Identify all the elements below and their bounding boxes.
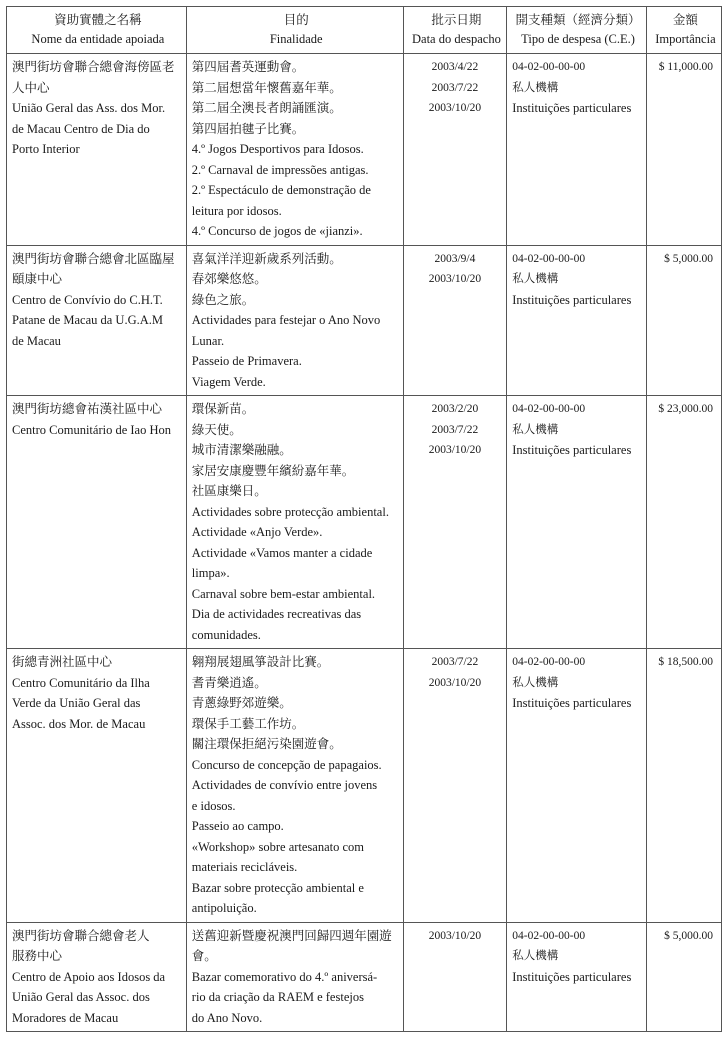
table-row	[7, 922, 722, 1032]
expense-type-line: 私人機構	[512, 950, 559, 962]
purpose-line: Lunar.	[191, 333, 225, 348]
entity-line: de Macau Centro de Dia do	[12, 121, 150, 136]
purpose-cell	[186, 396, 403, 649]
entity-line: Verde da União Geral das	[12, 696, 141, 710]
purpose-line: limpa».	[191, 566, 230, 580]
purpose-line: comunidades.	[191, 627, 261, 642]
entity-line: Centro de Convívio do C.H.T.	[12, 292, 163, 307]
entity-line: Patane de Macau da U.G.A.M	[12, 313, 163, 327]
entity-line: 澳門街坊總會祐漢社區中心	[12, 402, 163, 416]
subsidy-table	[6, 6, 722, 1032]
table-row	[7, 649, 722, 923]
purpose-line: Concurso de concepção de papagaios.	[191, 757, 382, 772]
amount-line: $ 18,500.00	[658, 656, 713, 668]
purpose-line: «Workshop» sobre artesanato com	[191, 839, 365, 854]
purpose-line: Viagem Verde.	[191, 374, 266, 389]
purpose-line: Passeio de Primavera.	[191, 354, 302, 368]
amount-cell	[646, 396, 721, 649]
amount-cell	[646, 54, 721, 246]
purpose-line: 會。	[191, 949, 217, 963]
entity-line: Centro Comunitário de Iao Hon	[12, 422, 171, 437]
purpose-line: 2.º Espectáculo de demonstração de	[191, 183, 371, 197]
date-line: 2003/10/20	[428, 444, 482, 456]
entity-line: 街總青洲社區中心	[12, 655, 113, 669]
purpose-line: 綠色之旅。	[191, 292, 255, 307]
entity-line: União Geral das Ass. dos Mor.	[12, 101, 166, 115]
table-row	[7, 245, 722, 396]
purpose-line: 4.º Concurso de jogos de «jianzi».	[191, 224, 363, 238]
date-line: 2003/10/20	[428, 273, 482, 285]
expense-type-line: 私人機構	[512, 676, 559, 689]
purpose-line: Bazar sobre protecção ambiental e	[191, 880, 364, 895]
purpose-line: 環保新苗。	[191, 402, 255, 416]
purpose-line: Passeio ao campo.	[191, 819, 284, 833]
purpose-cell	[186, 922, 403, 1032]
purpose-line: 第二屆全澳長者朗誦匯演。	[191, 101, 342, 115]
purpose-line: Carnaval sobre bem-estar ambiental.	[191, 586, 376, 601]
date-cell	[403, 396, 507, 649]
date-line: 2003/9/4	[434, 252, 476, 265]
purpose-line: Actividades para festejar o Ano Novo	[191, 313, 381, 327]
date-line: 2003/7/22	[431, 423, 479, 436]
entity-line: 澳門街坊會聯合總會北區臨屋	[12, 251, 175, 266]
purpose-line: 家居安康慶豐年繽紛嘉年華。	[191, 463, 355, 478]
purpose-cell	[186, 649, 403, 923]
expense-type-line: 04-02-00-00-00	[512, 656, 586, 668]
expense-type-cell	[507, 396, 647, 649]
entity-line: 人中心	[12, 80, 50, 95]
entity-cell	[7, 54, 187, 246]
amount-line: $ 5,000.00	[664, 929, 713, 942]
date-line: 2003/10/20	[428, 929, 482, 942]
purpose-line: 2.º Carnaval de impressões antigas.	[191, 162, 369, 177]
amount-line: $ 5,000.00	[664, 252, 713, 265]
entity-line: Moradores de Macau	[12, 1010, 119, 1025]
purpose-line: Dia de actividades recreativas das	[191, 607, 362, 621]
purpose-line: 城市清潔樂融融。	[191, 443, 292, 457]
date-line: 2003/7/22	[431, 656, 479, 668]
purpose-line: Actividades sobre protecção ambiental.	[191, 504, 389, 519]
purpose-line: 4.º Jogos Desportivos para Idosos.	[191, 142, 364, 156]
purpose-line: 綠天使。	[191, 422, 242, 437]
amount-cell	[646, 245, 721, 396]
purpose-line: 耆青樂逍遙。	[191, 675, 267, 690]
expense-type-line: Instituições particulares	[512, 443, 632, 457]
entity-cell	[7, 922, 187, 1032]
purpose-line: rio da criação da RAEM e festejos	[191, 990, 364, 1004]
purpose-line: 喜氣洋洋迎新歲系列活動。	[191, 251, 342, 266]
entity-line: Centro de Apoio aos Idosos da	[12, 969, 166, 984]
expense-type-line: 04-02-00-00-00	[512, 61, 586, 73]
expense-type-line: 04-02-00-00-00	[512, 252, 586, 265]
date-line: 2003/10/20	[428, 676, 482, 689]
entity-cell	[7, 649, 187, 923]
date-cell	[403, 649, 507, 923]
header-purpose: 目的 Finalidade	[186, 7, 403, 54]
purpose-line: 送舊迎新暨慶祝澳門回歸四週年園遊	[191, 928, 392, 943]
entity-line: 澳門街坊會聯合總會老人	[12, 928, 150, 943]
entity-line: União Geral das Assoc. dos	[12, 990, 150, 1004]
expense-type-line: Instituições particulares	[512, 101, 632, 115]
date-cell	[403, 922, 507, 1032]
purpose-line: e idosos.	[191, 798, 236, 813]
entity-line: 頤康中心	[12, 272, 63, 286]
purpose-cell	[186, 54, 403, 246]
entity-cell	[7, 245, 187, 396]
expense-type-line: 04-02-00-00-00	[512, 403, 586, 415]
header-row	[7, 7, 722, 54]
purpose-line: leitura por idosos.	[191, 203, 282, 218]
amount-cell	[646, 649, 721, 923]
entity-line: de Macau	[12, 333, 61, 348]
date-line: 2003/2/20	[431, 403, 479, 415]
table-row	[7, 396, 722, 649]
purpose-line: 環保手工藝工作坊。	[191, 716, 305, 731]
purpose-line: Actividade «Anjo Verde».	[191, 525, 323, 539]
expense-type-line: Instituições particulares	[512, 696, 632, 710]
purpose-line: 翱翔展翅風箏設計比賽。	[191, 655, 330, 669]
entity-line: Assoc. dos Mor. de Macau	[12, 716, 146, 731]
date-line: 2003/7/22	[431, 81, 479, 94]
expense-type-line: 私人機構	[512, 81, 559, 94]
header-amount: 金額 Importância	[646, 7, 721, 54]
expense-type-cell	[507, 649, 647, 923]
expense-type-line: 私人機構	[512, 423, 559, 436]
expense-type-line: 私人機構	[512, 273, 559, 285]
expense-type-cell	[507, 922, 647, 1032]
date-line: 2003/4/22	[431, 61, 479, 73]
expense-type-line: Instituições particulares	[512, 969, 632, 984]
purpose-line: materiais recicláveis.	[191, 860, 298, 874]
purpose-line: 關注環保拒絕污染園遊會。	[191, 737, 342, 751]
date-cell	[403, 54, 507, 246]
expense-type-line: 04-02-00-00-00	[512, 929, 586, 942]
entity-line: Centro Comunitário da Ilha	[12, 675, 150, 690]
amount-line: $ 23,000.00	[658, 403, 713, 415]
purpose-line: Bazar comemorativo do 4.º aniversá-	[191, 969, 378, 984]
purpose-line: Actividades de convívio entre jovens	[191, 778, 378, 792]
amount-cell	[646, 922, 721, 1032]
purpose-line: antipoluição.	[191, 901, 257, 915]
header-expense-type: 開支種類（經濟分類） Tipo de despesa (C.E.)	[507, 7, 647, 54]
purpose-line: 青蔥綠野郊遊樂。	[191, 696, 292, 710]
expense-type-cell	[507, 245, 647, 396]
header-entity: 資助實體之名稱 Nome da entidade apoiada	[7, 7, 187, 54]
entity-line: 服務中心	[12, 949, 63, 963]
purpose-cell	[186, 245, 403, 396]
header-date: 批示日期 Data do despacho	[403, 7, 507, 54]
expense-type-line: Instituições particulares	[512, 292, 632, 307]
purpose-line: 社區康樂日。	[191, 484, 267, 498]
amount-line: $ 11,000.00	[658, 61, 713, 73]
expense-type-cell	[507, 54, 647, 246]
purpose-line: Actividade «Vamos manter a cidade	[191, 545, 373, 560]
purpose-line: 春郊樂悠悠。	[191, 272, 267, 286]
date-cell	[403, 245, 507, 396]
date-line: 2003/10/20	[428, 102, 482, 114]
entity-cell	[7, 396, 187, 649]
purpose-line: do Ano Novo.	[191, 1010, 263, 1025]
purpose-line: 第四屆耆英運動會。	[191, 60, 305, 74]
entity-line: Porto Interior	[12, 142, 80, 156]
purpose-line: 第二屆想當年懷舊嘉年華。	[191, 80, 342, 95]
table-row	[7, 54, 722, 246]
purpose-line: 第四屆拍毽子比賽。	[191, 121, 305, 136]
entity-line: 澳門街坊會聯合總會海傍區老	[12, 60, 175, 74]
